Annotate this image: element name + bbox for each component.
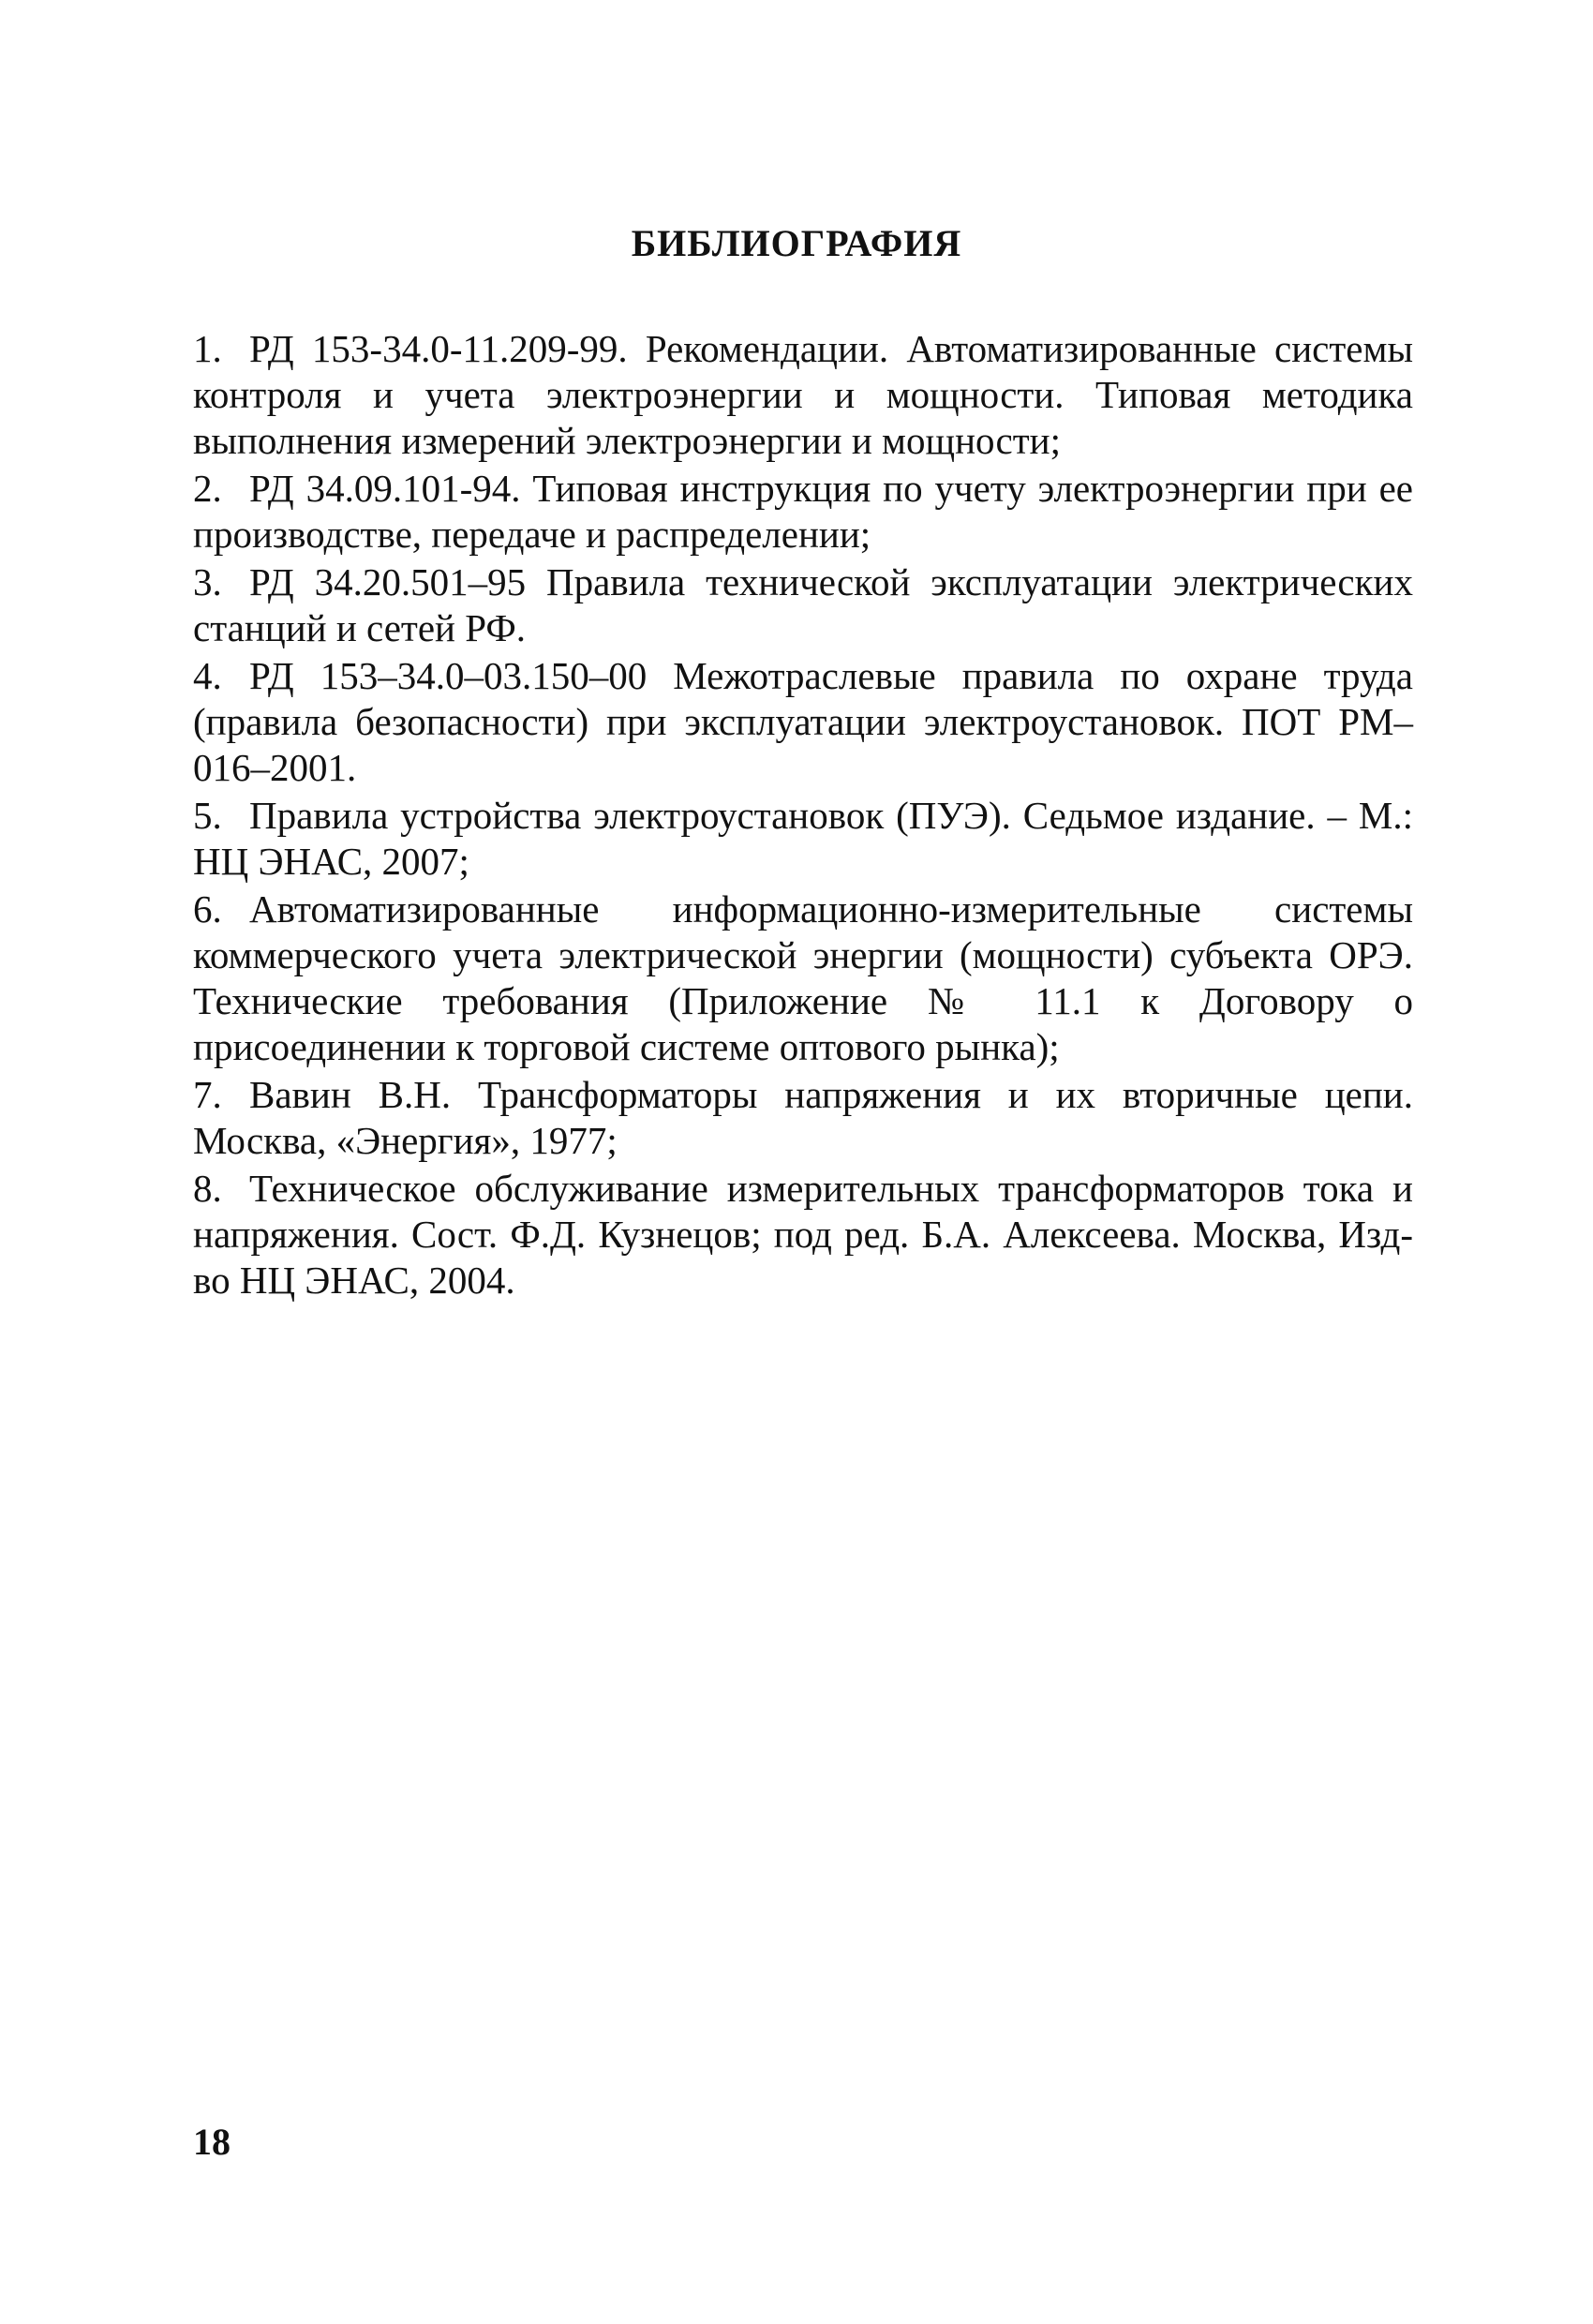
item-number: 1. (193, 327, 222, 370)
item-number: 3. (193, 560, 222, 603)
item-number: 8. (193, 1167, 222, 1210)
list-item (193, 793, 1413, 885)
list-item (193, 886, 1413, 1070)
item-text: РД 34.20.501–95 Правила технической эксплуатации электрических станций и сетей РФ. (193, 560, 1413, 649)
list-item (193, 326, 1413, 464)
item-number: 2. (193, 467, 222, 510)
item-number: 5. (193, 794, 222, 837)
list-item (193, 559, 1413, 651)
item-text: Техническое обслуживание измерительных трансформаторов тока и напряжения. Сост. Ф.Д. Кузнецов; под ред. Б.А. Алексеева. Москва, Изд-во НЦ ЭНАС, 2004. (193, 1167, 1413, 1302)
list-item (193, 1072, 1413, 1164)
page-number: 18 (193, 2121, 231, 2163)
item-text: Вавин В.Н. Трансформаторы напряжения и их вторичные цепи. Москва, «Энергия», 1977; (193, 1073, 1413, 1162)
item-number: 7. (193, 1073, 222, 1116)
item-text: РД 153-34.0-11.209-99. Рекомендации. Автоматизированные системы контроля и учета электроэнергии и мощности. Типовая методика выполнения измерений электроэнергии и мощности; (193, 327, 1413, 462)
list-item (193, 653, 1413, 791)
item-number: 6. (193, 887, 222, 931)
item-number: 4. (193, 654, 222, 697)
bibliography-list (193, 326, 1413, 1305)
list-item (193, 1166, 1413, 1304)
list-item (193, 466, 1413, 558)
item-text: РД 153–34.0–03.150–00 Межотраслевые правила по охране труда (правила безопасности) при эксплуатации электроустановок. ПОТ РМ–016–2001. (193, 654, 1413, 789)
item-text: Автоматизированные информационно-измерительные системы коммерческого учета электрической энергии (мощности) субъекта ОРЭ. Технические требования (Приложение № 11.1 к Договору о присоединении к торговой системе оптового рынка); (193, 887, 1413, 1068)
item-text: Правила устройства электроустановок (ПУЭ). Седьмое издание. – М.: НЦ ЭНАС, 2007; (193, 794, 1413, 883)
page-title: БИБЛИОГРАФИЯ (631, 222, 962, 264)
item-text: РД 34.09.101-94. Типовая инструкция по учету электроэнергии при ее производстве, передаче и распределении; (193, 467, 1413, 556)
